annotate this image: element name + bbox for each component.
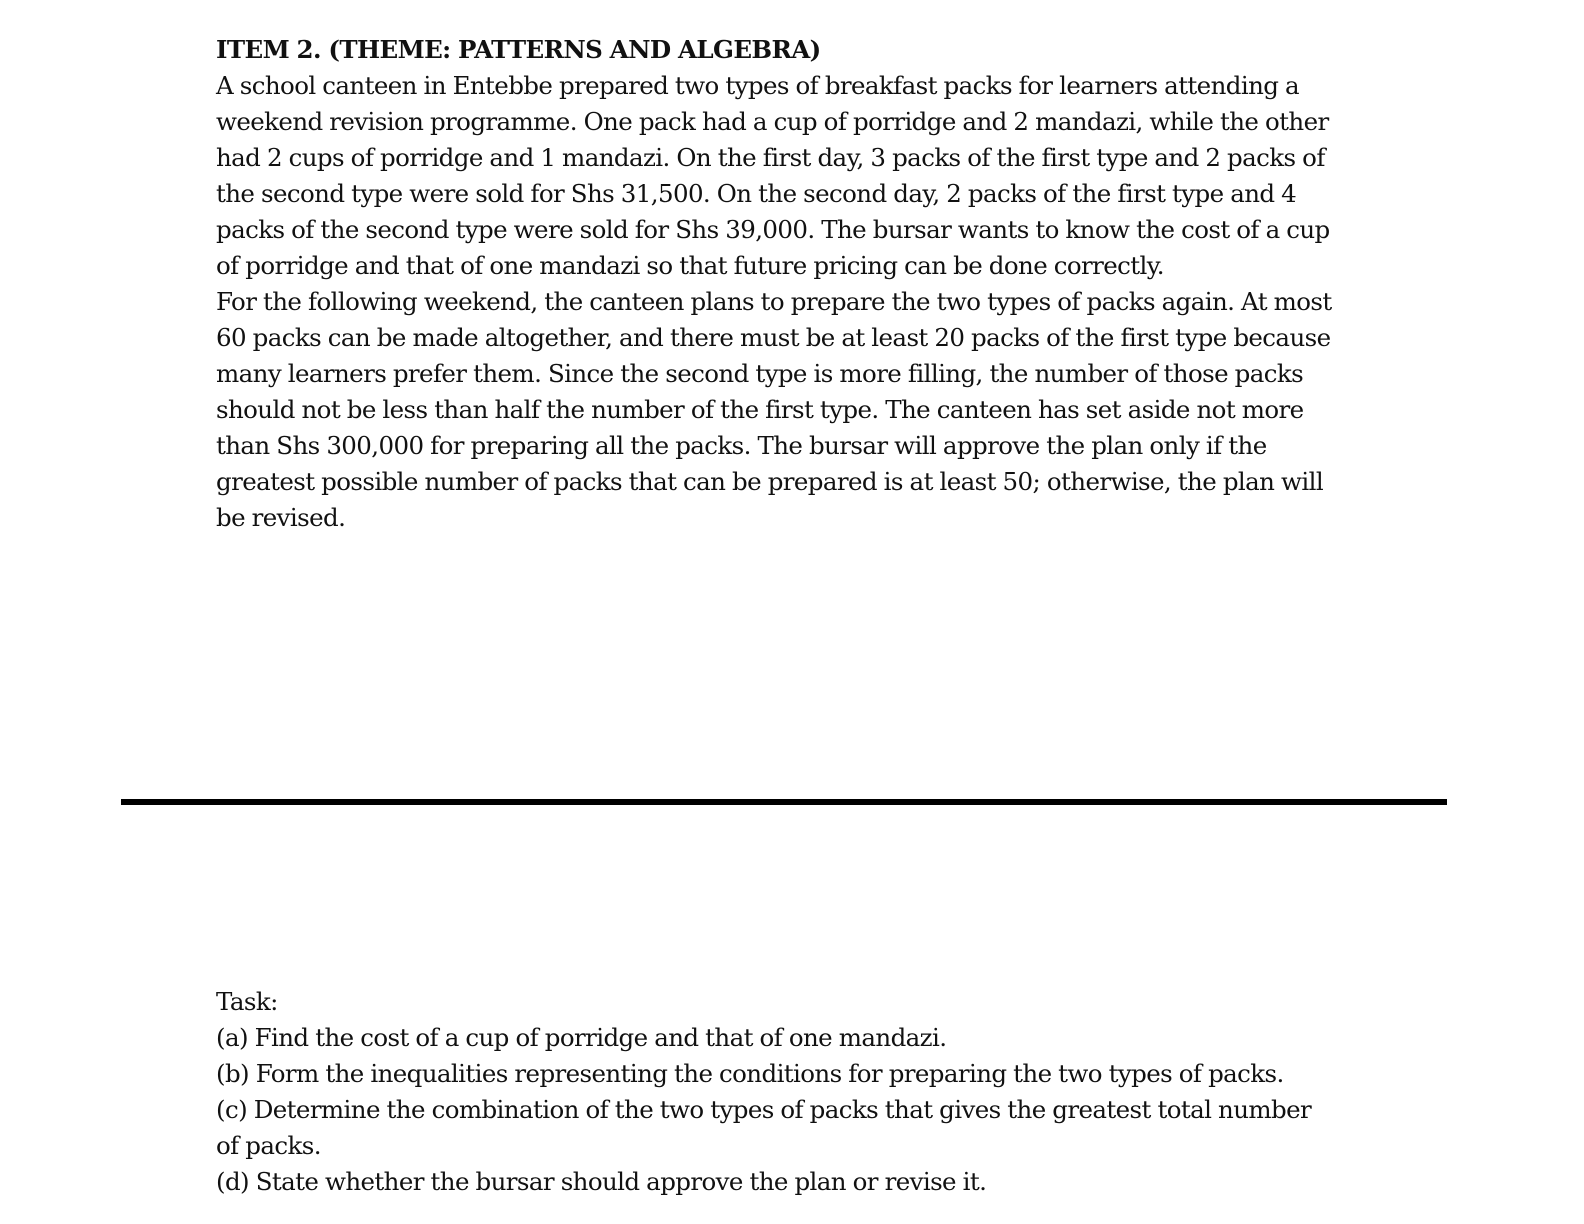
item-section: [216, 32, 1336, 536]
scenario-paragraph-1: A school canteen in Entebbe prepared two types of breakfast packs for learners attending a weekend revision programme. One pack had a cup of porridge and 2 mandazi, while the other had 2 cups of porridge and 1 mandazi. On the first day, 3 packs of the first type and 2 packs of the second type were sold for Shs 31,500. On the second day, 2 packs of the first type and 4 packs of the second type were sold for Shs 39,000. The bursar wants to know the cost of a cup of porridge and that of one mandazi so that future pricing can be done correctly.: [216, 71, 1330, 280]
item-title: ITEM 2. (THEME: PATTERNS AND ALGEBRA): [216, 35, 821, 64]
task-item-b: (b) Form the inequalities representing the conditions for preparing the two types of packs.: [216, 1059, 1284, 1088]
task-label: Task:: [216, 987, 278, 1016]
task-list: [216, 1020, 1336, 1200]
horizontal-divider: [121, 799, 1447, 805]
task-item-c: (c) Determine the combination of the two types of packs that gives the greatest total number of packs.: [216, 1095, 1312, 1160]
task-section: [216, 984, 1336, 1200]
task-item-d: (d) State whether the bursar should approve the plan or revise it.: [216, 1167, 987, 1196]
task-item-a: (a) Find the cost of a cup of porridge and that of one mandazi.: [216, 1023, 947, 1052]
scenario-paragraph-2: For the following weekend, the canteen plans to prepare the two types of packs again. At most 60 packs can be made altogether, and there must be at least 20 packs of the first type because many learners prefer them. Since the second type is more filling, the number of those packs should not be less than half the number of the first type. The canteen has set aside not more than Shs 300,000 for preparing all the packs. The bursar will approve the plan only if the greatest possible number of packs that can be prepared is at least 50; otherwise, the plan will be revised.: [216, 287, 1332, 532]
